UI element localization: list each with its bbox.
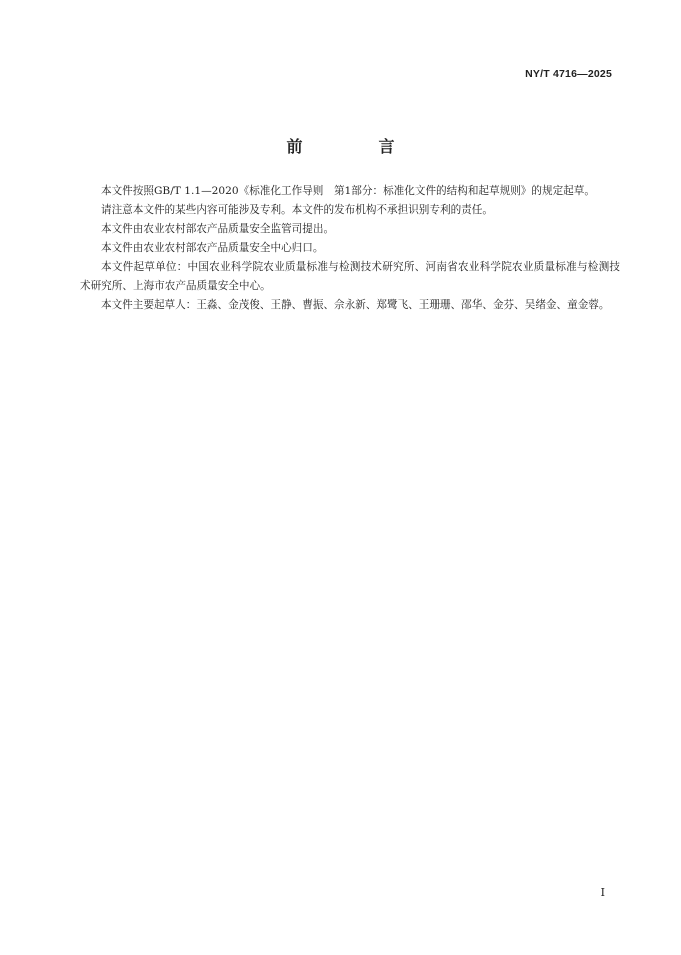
paragraph-patent-notice: 请注意本文件的某些内容可能涉及专利。本文件的发布机构不承担识别专利的责任。 <box>101 204 493 216</box>
paragraph-drafters: 本文件主要起草人：王淼、金茂俊、王静、曹振、佘永新、郑鹭飞、王珊珊、邵华、金芬、吴绪金、童金蓉。 <box>101 299 610 311</box>
page-title: 前 言 <box>286 137 425 156</box>
paragraph-centralized-unit: 本文件由农业农村部农产品质量安全中心归口。 <box>101 242 324 254</box>
standard-code: NY/T 4716—2025 <box>525 68 612 80</box>
paragraph-drafting-basis: 本文件按照GB/T 1.1—2020《标准化工作导则 第1部分：标准化文件的结构和起草规则》的规定起草。 <box>101 185 595 197</box>
foreword-body <box>80 182 620 315</box>
paragraph-drafting-units: 本文件起草单位：中国农业科学院农业质量标准与检测技术研究所、河南省农业科学院农业质量标准与检测技术研究所、上海市农产品质量安全中心。 <box>80 261 620 292</box>
paragraph-proposer: 本文件由农业农村部农产品质量安全监管司提出。 <box>101 223 335 235</box>
page-number: I <box>600 886 605 899</box>
